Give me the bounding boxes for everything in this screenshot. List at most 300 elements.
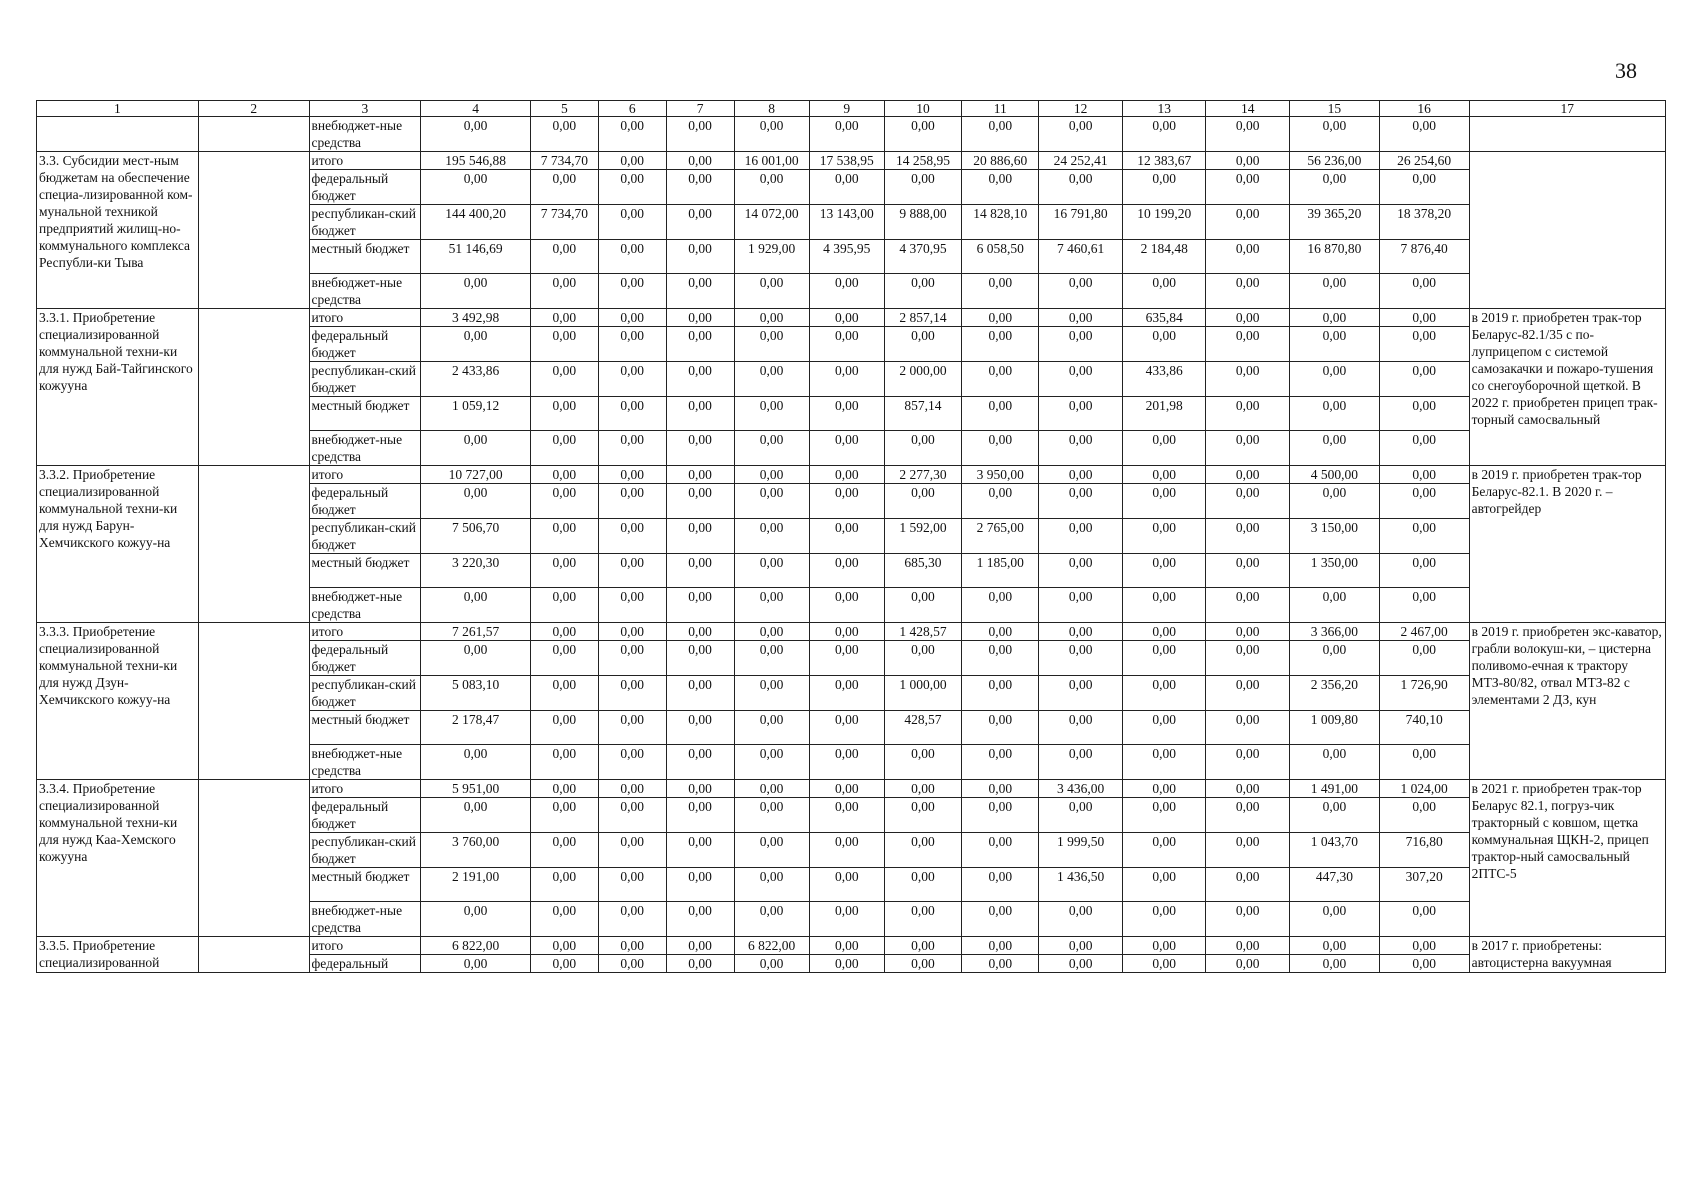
- value-cell: 0,00: [1206, 205, 1290, 240]
- value-cell: 7 460,61: [1039, 240, 1123, 274]
- value-cell: 13 143,00: [809, 205, 884, 240]
- value-cell: 0,00: [1039, 274, 1123, 309]
- value-cell: 0,00: [598, 711, 666, 745]
- value-cell: 0,00: [530, 466, 598, 484]
- value-cell: 0,00: [598, 240, 666, 274]
- value-cell: 0,00: [962, 833, 1039, 868]
- value-cell: 0,00: [666, 554, 734, 588]
- value-cell: 0,00: [1206, 117, 1290, 152]
- column-header: 3: [309, 101, 421, 117]
- value-cell: 24 252,41: [1039, 152, 1123, 170]
- value-cell: 5 083,10: [421, 676, 531, 711]
- value-cell: 0,00: [884, 868, 961, 902]
- value-cell: 0,00: [1039, 117, 1123, 152]
- value-cell: 1 185,00: [962, 554, 1039, 588]
- value-cell: 0,00: [530, 397, 598, 431]
- value-cell: 0,00: [598, 955, 666, 973]
- value-cell: 0,00: [666, 868, 734, 902]
- value-cell: 0,00: [666, 623, 734, 641]
- value-cell: 1 436,50: [1039, 868, 1123, 902]
- row-label: местный бюджет: [309, 711, 421, 745]
- value-cell: 3 760,00: [421, 833, 531, 868]
- value-cell: 0,00: [1379, 309, 1469, 327]
- value-cell: 0,00: [530, 641, 598, 676]
- row-label: республикан-ский бюджет: [309, 676, 421, 711]
- value-cell: 0,00: [530, 117, 598, 152]
- value-cell: 4 395,95: [809, 240, 884, 274]
- value-cell: 0,00: [734, 309, 809, 327]
- value-cell: 0,00: [530, 240, 598, 274]
- value-cell: 0,00: [1379, 937, 1469, 955]
- value-cell: 0,00: [962, 327, 1039, 362]
- value-cell: 428,57: [884, 711, 961, 745]
- value-cell: 2 191,00: [421, 868, 531, 902]
- value-cell: 0,00: [1122, 902, 1206, 937]
- value-cell: 0,00: [1039, 327, 1123, 362]
- value-cell: 0,00: [884, 274, 961, 309]
- value-cell: 0,00: [884, 170, 961, 205]
- value-cell: 0,00: [666, 902, 734, 937]
- value-cell: 0,00: [962, 274, 1039, 309]
- value-cell: 0,00: [809, 798, 884, 833]
- value-cell: 0,00: [1039, 937, 1123, 955]
- value-cell: 0,00: [530, 745, 598, 780]
- value-cell: 2 184,48: [1122, 240, 1206, 274]
- value-cell: 0,00: [1289, 955, 1379, 973]
- value-cell: 0,00: [1379, 955, 1469, 973]
- value-cell: 0,00: [884, 955, 961, 973]
- value-cell: 0,00: [598, 484, 666, 519]
- value-cell: 10 199,20: [1122, 205, 1206, 240]
- row-label: внебюджет-ные средства: [309, 117, 421, 152]
- value-cell: 0,00: [884, 780, 961, 798]
- value-cell: 0,00: [734, 868, 809, 902]
- value-cell: 3 150,00: [1289, 519, 1379, 554]
- row-label: республикан-ский бюджет: [309, 833, 421, 868]
- value-cell: 0,00: [1039, 641, 1123, 676]
- empty-cell: [1469, 117, 1665, 152]
- section-note: в 2019 г. приобретен трак-тор Беларус-82.1. В 2020 г. – автогрейдер: [1469, 466, 1665, 623]
- value-cell: 0,00: [1379, 397, 1469, 431]
- value-cell: 0,00: [1206, 711, 1290, 745]
- value-cell: 0,00: [1289, 798, 1379, 833]
- value-cell: 0,00: [598, 170, 666, 205]
- value-cell: 0,00: [884, 484, 961, 519]
- value-cell: 0,00: [1379, 362, 1469, 397]
- value-cell: 1 929,00: [734, 240, 809, 274]
- value-cell: 0,00: [666, 170, 734, 205]
- value-cell: 0,00: [421, 641, 531, 676]
- section-note: в 2019 г. приобретен трак-тор Беларус-82.1/35 с по-луприцепом с системой самозакачки и пожаро-тушения со снегоуборочной щеткой. В 2022 г. приобретен прицеп трак-торный самосвальный: [1469, 309, 1665, 466]
- value-cell: 0,00: [666, 205, 734, 240]
- value-cell: 0,00: [884, 327, 961, 362]
- value-cell: 0,00: [530, 484, 598, 519]
- value-cell: 0,00: [1039, 588, 1123, 623]
- value-cell: 0,00: [884, 641, 961, 676]
- value-cell: 0,00: [530, 170, 598, 205]
- empty-cell: [198, 466, 309, 623]
- value-cell: 0,00: [598, 937, 666, 955]
- value-cell: 0,00: [666, 833, 734, 868]
- value-cell: 0,00: [734, 955, 809, 973]
- row-label: внебюджет-ные средства: [309, 745, 421, 780]
- value-cell: 0,00: [1289, 309, 1379, 327]
- value-cell: 0,00: [1206, 362, 1290, 397]
- value-cell: 0,00: [809, 309, 884, 327]
- value-cell: 0,00: [809, 431, 884, 466]
- row-label: внебюджет-ные средства: [309, 902, 421, 937]
- value-cell: 0,00: [1122, 745, 1206, 780]
- value-cell: 0,00: [734, 676, 809, 711]
- value-cell: 0,00: [1122, 937, 1206, 955]
- value-cell: 0,00: [809, 274, 884, 309]
- value-cell: 685,30: [884, 554, 961, 588]
- section-name: 3.3.1. Приобретение специализированной коммунальной техни-ки для нужд Бай-Тайгинского кожууна: [37, 309, 199, 466]
- value-cell: 0,00: [530, 937, 598, 955]
- value-cell: 0,00: [1039, 397, 1123, 431]
- value-cell: 0,00: [666, 519, 734, 554]
- value-cell: 0,00: [421, 798, 531, 833]
- value-cell: 0,00: [1206, 554, 1290, 588]
- value-cell: 0,00: [809, 484, 884, 519]
- value-cell: 7 876,40: [1379, 240, 1469, 274]
- value-cell: 0,00: [734, 798, 809, 833]
- value-cell: 0,00: [809, 833, 884, 868]
- column-header: 9: [809, 101, 884, 117]
- value-cell: 195 546,88: [421, 152, 531, 170]
- value-cell: 3 436,00: [1039, 780, 1123, 798]
- value-cell: 0,00: [666, 711, 734, 745]
- value-cell: 0,00: [962, 902, 1039, 937]
- value-cell: 0,00: [1206, 641, 1290, 676]
- value-cell: 0,00: [421, 745, 531, 780]
- value-cell: 0,00: [962, 309, 1039, 327]
- value-cell: 0,00: [1289, 588, 1379, 623]
- value-cell: 0,00: [598, 431, 666, 466]
- value-cell: 0,00: [530, 780, 598, 798]
- section-name: 3.3.4. Приобретение специализированной коммунальной техни-ки для нужд Каа-Хемского кожууна: [37, 780, 199, 937]
- value-cell: 0,00: [1289, 397, 1379, 431]
- value-cell: 2 467,00: [1379, 623, 1469, 641]
- value-cell: 0,00: [884, 745, 961, 780]
- value-cell: 433,86: [1122, 362, 1206, 397]
- value-cell: 0,00: [1039, 431, 1123, 466]
- value-cell: 0,00: [421, 484, 531, 519]
- value-cell: 51 146,69: [421, 240, 531, 274]
- value-cell: 0,00: [809, 780, 884, 798]
- value-cell: 0,00: [421, 902, 531, 937]
- value-cell: 0,00: [530, 902, 598, 937]
- value-cell: 3 366,00: [1289, 623, 1379, 641]
- empty-cell: [198, 152, 309, 309]
- value-cell: 0,00: [962, 397, 1039, 431]
- value-cell: 0,00: [1122, 554, 1206, 588]
- row-label: федеральный бюджет: [309, 327, 421, 362]
- value-cell: 0,00: [1122, 519, 1206, 554]
- value-cell: 0,00: [1379, 588, 1469, 623]
- value-cell: 0,00: [809, 868, 884, 902]
- value-cell: 0,00: [666, 309, 734, 327]
- value-cell: 0,00: [962, 170, 1039, 205]
- value-cell: 1 059,12: [421, 397, 531, 431]
- value-cell: 0,00: [598, 117, 666, 152]
- row-label: итого: [309, 623, 421, 641]
- value-cell: 0,00: [809, 519, 884, 554]
- value-cell: 1 043,70: [1289, 833, 1379, 868]
- value-cell: 0,00: [962, 484, 1039, 519]
- value-cell: 0,00: [734, 397, 809, 431]
- value-cell: 0,00: [1206, 484, 1290, 519]
- value-cell: 0,00: [666, 152, 734, 170]
- value-cell: 0,00: [1122, 955, 1206, 973]
- row-label: итого: [309, 309, 421, 327]
- value-cell: 1 000,00: [884, 676, 961, 711]
- column-header: 14: [1206, 101, 1290, 117]
- value-cell: 0,00: [598, 623, 666, 641]
- value-cell: 26 254,60: [1379, 152, 1469, 170]
- value-cell: 0,00: [1206, 588, 1290, 623]
- value-cell: 1 726,90: [1379, 676, 1469, 711]
- value-cell: 0,00: [530, 431, 598, 466]
- value-cell: 0,00: [530, 868, 598, 902]
- value-cell: 0,00: [809, 362, 884, 397]
- value-cell: 0,00: [1206, 466, 1290, 484]
- value-cell: 1 009,80: [1289, 711, 1379, 745]
- value-cell: 0,00: [530, 955, 598, 973]
- value-cell: 0,00: [1122, 711, 1206, 745]
- value-cell: 0,00: [1379, 117, 1469, 152]
- value-cell: 0,00: [734, 327, 809, 362]
- table-row: [37, 152, 1666, 170]
- budget-table: [36, 100, 1666, 973]
- value-cell: 0,00: [1289, 327, 1379, 362]
- value-cell: 0,00: [1379, 798, 1469, 833]
- value-cell: 0,00: [1206, 274, 1290, 309]
- value-cell: 0,00: [1039, 170, 1123, 205]
- value-cell: 0,00: [1379, 519, 1469, 554]
- value-cell: 0,00: [1206, 170, 1290, 205]
- value-cell: 0,00: [734, 554, 809, 588]
- value-cell: 0,00: [666, 641, 734, 676]
- row-label: внебюджет-ные средства: [309, 274, 421, 309]
- value-cell: 14 258,95: [884, 152, 961, 170]
- value-cell: 6 822,00: [734, 937, 809, 955]
- value-cell: 0,00: [598, 362, 666, 397]
- value-cell: 0,00: [1206, 780, 1290, 798]
- table-row: [37, 780, 1666, 798]
- value-cell: 0,00: [1122, 117, 1206, 152]
- value-cell: 0,00: [1122, 484, 1206, 519]
- value-cell: 0,00: [1039, 902, 1123, 937]
- value-cell: 0,00: [1379, 431, 1469, 466]
- value-cell: 2 433,86: [421, 362, 531, 397]
- value-cell: 0,00: [666, 274, 734, 309]
- empty-cell: [198, 623, 309, 780]
- value-cell: 740,10: [1379, 711, 1469, 745]
- value-cell: 0,00: [734, 274, 809, 309]
- value-cell: 0,00: [734, 431, 809, 466]
- value-cell: 857,14: [884, 397, 961, 431]
- value-cell: 0,00: [809, 902, 884, 937]
- value-cell: 2 000,00: [884, 362, 961, 397]
- value-cell: 16 870,80: [1289, 240, 1379, 274]
- value-cell: 0,00: [1122, 780, 1206, 798]
- value-cell: 0,00: [1206, 240, 1290, 274]
- column-header: 4: [421, 101, 531, 117]
- value-cell: 2 178,47: [421, 711, 531, 745]
- value-cell: 0,00: [1289, 431, 1379, 466]
- value-cell: 0,00: [1039, 554, 1123, 588]
- value-cell: 0,00: [962, 711, 1039, 745]
- value-cell: 0,00: [1206, 309, 1290, 327]
- value-cell: 0,00: [1039, 623, 1123, 641]
- value-cell: 0,00: [1122, 274, 1206, 309]
- column-header: 7: [666, 101, 734, 117]
- value-cell: 0,00: [734, 170, 809, 205]
- table-row: [37, 937, 1666, 955]
- value-cell: 144 400,20: [421, 205, 531, 240]
- row-label: федеральный бюджет: [309, 798, 421, 833]
- value-cell: 0,00: [598, 519, 666, 554]
- value-cell: 0,00: [884, 117, 961, 152]
- value-cell: 0,00: [809, 327, 884, 362]
- value-cell: 2 356,20: [1289, 676, 1379, 711]
- value-cell: 0,00: [1039, 745, 1123, 780]
- value-cell: 0,00: [421, 431, 531, 466]
- value-cell: 0,00: [884, 431, 961, 466]
- value-cell: 0,00: [734, 833, 809, 868]
- value-cell: 0,00: [530, 519, 598, 554]
- value-cell: 0,00: [1206, 327, 1290, 362]
- value-cell: 9 888,00: [884, 205, 961, 240]
- value-cell: 0,00: [421, 955, 531, 973]
- column-header: 10: [884, 101, 961, 117]
- value-cell: 0,00: [598, 309, 666, 327]
- value-cell: 0,00: [734, 117, 809, 152]
- section-note: в 2019 г. приобретен экс-каватор, грабли волокуш-ки, – цистерна поливомо-ечная к трактору МТЗ-80/82, отвал МТЗ-82 с элементами 2 ДЗ, кун: [1469, 623, 1665, 780]
- row-label: местный бюджет: [309, 868, 421, 902]
- value-cell: 0,00: [1379, 274, 1469, 309]
- value-cell: 201,98: [1122, 397, 1206, 431]
- row-label: республикан-ский бюджет: [309, 362, 421, 397]
- value-cell: 0,00: [1206, 676, 1290, 711]
- value-cell: 0,00: [1206, 519, 1290, 554]
- value-cell: 0,00: [962, 431, 1039, 466]
- value-cell: 3 950,00: [962, 466, 1039, 484]
- value-cell: 0,00: [734, 362, 809, 397]
- value-cell: 0,00: [1289, 745, 1379, 780]
- value-cell: 0,00: [1122, 170, 1206, 205]
- value-cell: 0,00: [734, 711, 809, 745]
- value-cell: 0,00: [1122, 588, 1206, 623]
- value-cell: 0,00: [666, 397, 734, 431]
- value-cell: 0,00: [1206, 798, 1290, 833]
- value-cell: 0,00: [598, 397, 666, 431]
- value-cell: 0,00: [962, 362, 1039, 397]
- value-cell: 1 491,00: [1289, 780, 1379, 798]
- value-cell: 0,00: [530, 362, 598, 397]
- value-cell: 0,00: [809, 641, 884, 676]
- value-cell: 0,00: [962, 955, 1039, 973]
- value-cell: 0,00: [734, 902, 809, 937]
- value-cell: 0,00: [809, 711, 884, 745]
- value-cell: 0,00: [666, 798, 734, 833]
- value-cell: 0,00: [1039, 519, 1123, 554]
- value-cell: 0,00: [1379, 902, 1469, 937]
- value-cell: 0,00: [1039, 309, 1123, 327]
- value-cell: 1 024,00: [1379, 780, 1469, 798]
- value-cell: 0,00: [1379, 554, 1469, 588]
- value-cell: 39 365,20: [1289, 205, 1379, 240]
- table-row: [37, 117, 1666, 152]
- value-cell: 0,00: [962, 798, 1039, 833]
- value-cell: 0,00: [666, 240, 734, 274]
- value-cell: 0,00: [734, 623, 809, 641]
- value-cell: 6 058,50: [962, 240, 1039, 274]
- value-cell: 0,00: [809, 170, 884, 205]
- value-cell: 0,00: [1206, 868, 1290, 902]
- value-cell: 0,00: [1122, 623, 1206, 641]
- value-cell: 0,00: [598, 868, 666, 902]
- value-cell: 0,00: [598, 152, 666, 170]
- value-cell: 0,00: [809, 937, 884, 955]
- value-cell: 0,00: [530, 327, 598, 362]
- column-header: 16: [1379, 101, 1469, 117]
- value-cell: 0,00: [598, 327, 666, 362]
- value-cell: 0,00: [421, 117, 531, 152]
- value-cell: 0,00: [666, 484, 734, 519]
- column-header: 17: [1469, 101, 1665, 117]
- value-cell: 0,00: [962, 676, 1039, 711]
- section-name: 3.3.2. Приобретение специализированной коммунальной техни-ки для нужд Барун-Хемчикского кожуу-на: [37, 466, 199, 623]
- column-header: 8: [734, 101, 809, 117]
- value-cell: 0,00: [1122, 327, 1206, 362]
- value-cell: 0,00: [1289, 117, 1379, 152]
- value-cell: 0,00: [1379, 327, 1469, 362]
- value-cell: 0,00: [598, 745, 666, 780]
- value-cell: 0,00: [1379, 484, 1469, 519]
- value-cell: 0,00: [530, 623, 598, 641]
- value-cell: 0,00: [809, 588, 884, 623]
- empty-cell: [198, 937, 309, 973]
- row-label: республикан-ский бюджет: [309, 205, 421, 240]
- value-cell: 0,00: [1206, 152, 1290, 170]
- value-cell: 0,00: [734, 780, 809, 798]
- value-cell: 0,00: [1379, 170, 1469, 205]
- value-cell: 0,00: [666, 780, 734, 798]
- column-header: 11: [962, 101, 1039, 117]
- value-cell: 0,00: [421, 327, 531, 362]
- value-cell: 0,00: [530, 833, 598, 868]
- header-row: [37, 101, 1666, 117]
- value-cell: 4 370,95: [884, 240, 961, 274]
- value-cell: 0,00: [734, 466, 809, 484]
- value-cell: 0,00: [1289, 902, 1379, 937]
- value-cell: 0,00: [1122, 676, 1206, 711]
- row-label: итого: [309, 937, 421, 955]
- row-label: внебюджет-ные средства: [309, 588, 421, 623]
- row-label: местный бюджет: [309, 240, 421, 274]
- value-cell: 0,00: [1379, 641, 1469, 676]
- value-cell: 0,00: [1039, 798, 1123, 833]
- value-cell: 0,00: [421, 274, 531, 309]
- value-cell: 14 072,00: [734, 205, 809, 240]
- value-cell: 716,80: [1379, 833, 1469, 868]
- section-note: в 2017 г. приобретены: автоцистерна вакуумная: [1469, 937, 1665, 973]
- empty-cell: [198, 117, 309, 152]
- value-cell: 0,00: [598, 641, 666, 676]
- value-cell: 0,00: [1039, 955, 1123, 973]
